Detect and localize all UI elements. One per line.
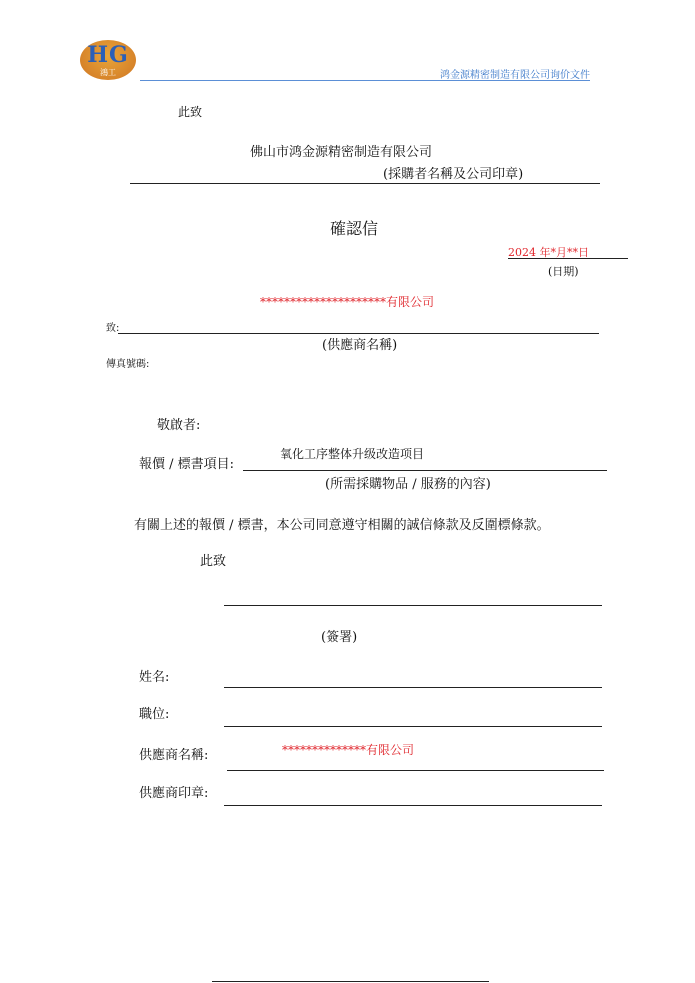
footer-rule <box>212 981 489 982</box>
supplier-name-label: 供應商名稱: <box>139 748 209 763</box>
project-value: 氧化工序整体升级改造项目 <box>280 447 425 461</box>
name-line <box>224 687 602 688</box>
name-label: 姓名: <box>139 670 170 685</box>
company-logo <box>80 40 136 80</box>
date-caption: (日期) <box>548 265 579 278</box>
position-label: 職位: <box>139 707 170 722</box>
buyer-caption: (採購者名稱及公司印章) <box>383 167 524 182</box>
salutation-top: 此致 <box>178 105 203 119</box>
supplier-name-value: **************有限公司 <box>282 743 415 757</box>
buyer-name: 佛山市鸿金源精密制造有限公司 <box>250 145 433 160</box>
date-underline <box>508 258 628 259</box>
project-caption: (所需採購物品 / 服務的內容) <box>325 477 491 492</box>
signature-caption: (簽署) <box>321 630 358 645</box>
greeting: 敬啟者: <box>157 418 201 433</box>
salutation-bottom: 此致 <box>200 554 227 569</box>
supplier-name: *********************有限公司 <box>260 295 435 309</box>
date-value: 2024 年*月**日 <box>508 246 589 259</box>
agreement-statement: 有關上述的報價 / 標書，本公司同意遵守相關的誠信條款及反圍標條款。 <box>134 518 550 533</box>
to-label: 致: <box>106 323 120 334</box>
document-title: 確認信 <box>330 219 379 238</box>
supplier-caption: (供應商名稱) <box>322 338 398 353</box>
logo-subtext: 鴻工 <box>100 68 116 77</box>
signature-line <box>224 605 602 606</box>
supplier-seal-label: 供應商印章: <box>139 786 209 801</box>
supplier-name-line <box>227 770 604 771</box>
buyer-underline <box>130 183 600 184</box>
logo-text: HG <box>87 42 129 68</box>
project-underline <box>243 470 607 471</box>
project-label: 報價 / 標書項目: <box>139 457 235 472</box>
document-header-title: 鸿金源精密制造有限公司询价文件 <box>440 70 590 81</box>
supplier-seal-line <box>224 805 602 806</box>
header-divider <box>140 80 590 81</box>
fax-label: 傳真號碼: <box>106 359 150 370</box>
position-line <box>224 726 602 727</box>
